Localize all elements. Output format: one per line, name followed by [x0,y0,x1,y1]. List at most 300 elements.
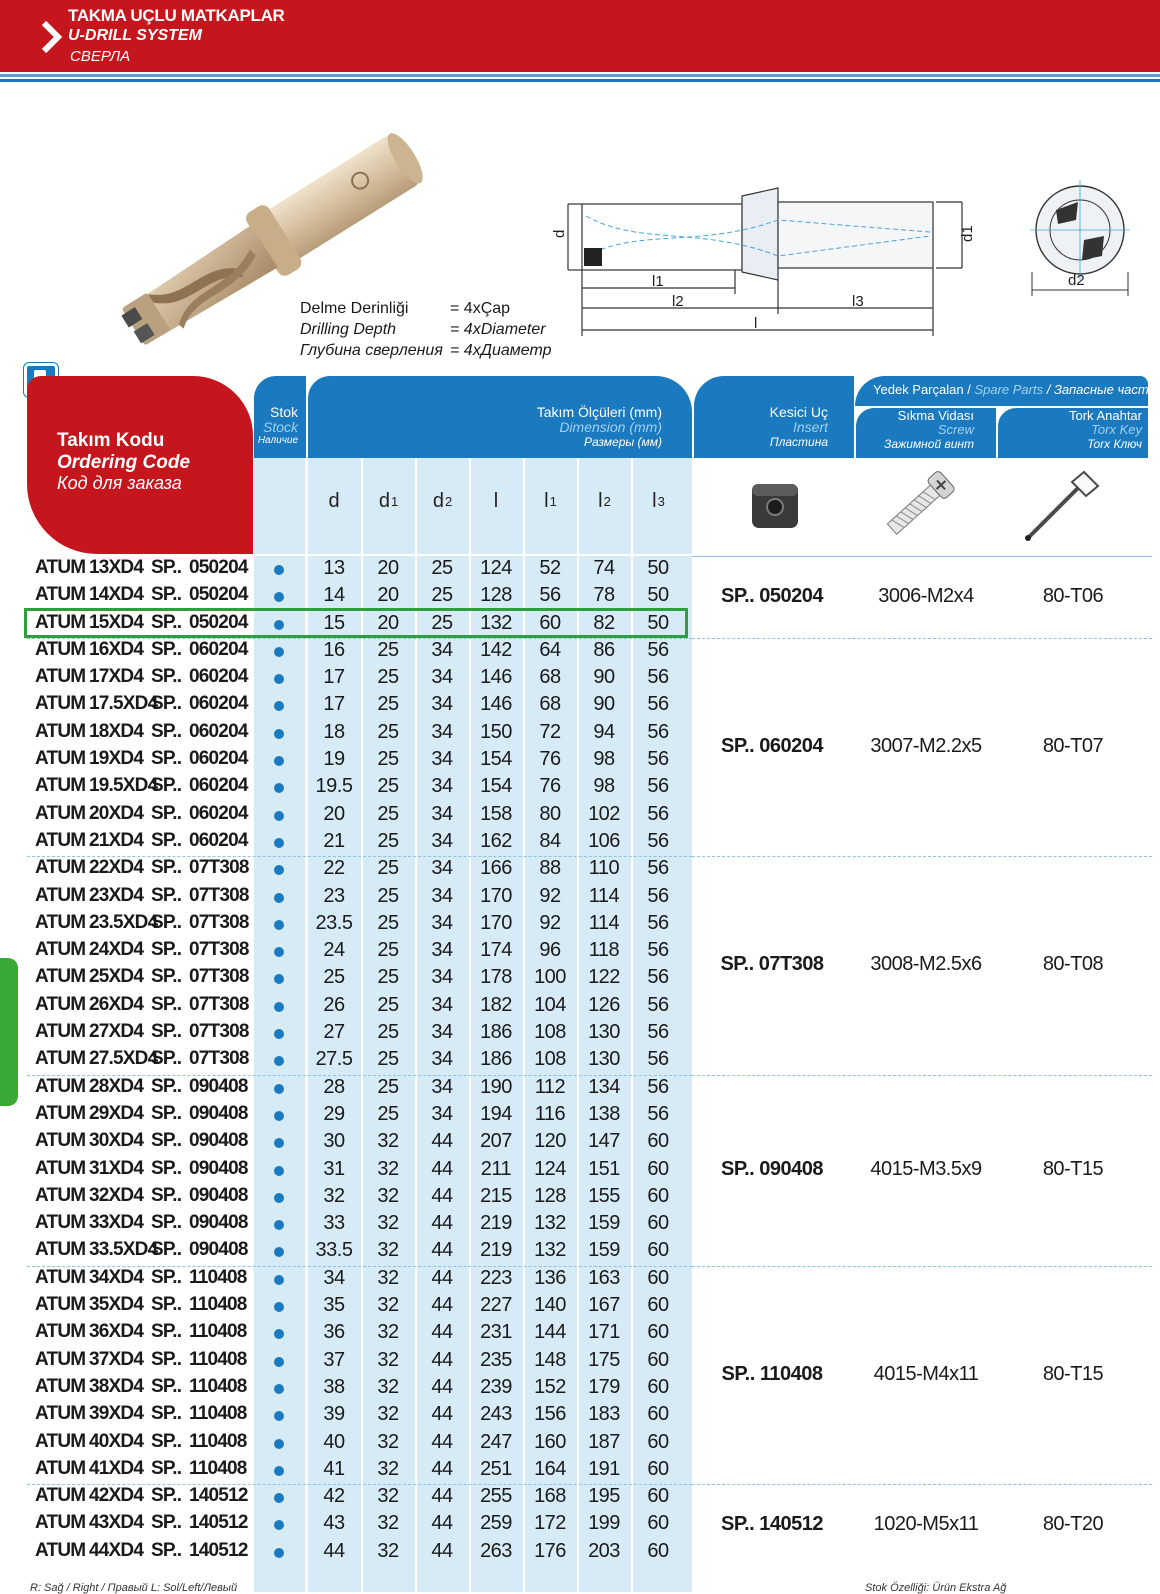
insert-code: SP.. 110408 [721,1362,823,1385]
screw-code: 3007-M2.2x5 [870,735,982,758]
dimension-value-l: 215 [480,1184,512,1207]
ordering-code-part-4: 050204 [189,557,248,578]
dimension-value-l3: 56 [647,966,669,989]
ordering-code-part-2: 25XD4 [89,966,144,988]
ordering-code-part-3: SP.. [151,939,182,961]
ordering-code-part-3: SP.. [151,775,182,797]
ordering-code-part-4: 090408 [189,1239,248,1261]
dimension-value-l3: 60 [647,1403,669,1426]
dimension-value-l: 174 [480,939,512,962]
ordering-code-part-4: 060204 [189,693,248,715]
dimension-value-l2: 114 [588,884,620,907]
ordering-code-part-1: ATUM [35,1403,86,1425]
ordering-code-en: Ordering Code [57,452,191,473]
ordering-code-part-2: 23XD4 [89,884,144,906]
table-row[interactable] [27,911,692,938]
column-header-d1: $d_1$ [378,490,399,512]
table-row[interactable] [27,1184,692,1211]
depth-label-en: Drilling Depth [300,321,397,338]
dimension-value-d: 29 [323,1102,345,1125]
ordering-code-part-2: 37XD4 [89,1348,144,1370]
ordering-code-part-1: ATUM [35,1512,86,1534]
insert-header-ru: Пластина [769,435,828,449]
dimension-value-l: 255 [480,1485,512,1508]
table-row[interactable] [27,1511,692,1538]
table-row[interactable] [27,1457,692,1484]
depth-label-tr: Delme Derinliği [300,300,409,317]
dimension-value-d: 17 [323,693,345,716]
dimension-value-l: 211 [480,1157,512,1180]
ordering-code-part-4: 07T308 [189,993,249,1015]
ordering-code-part-4: 060204 [189,829,248,851]
ordering-code-part-1: ATUM [35,857,86,879]
dimension-value-l3: 56 [647,748,669,771]
dimension-value-d1: 32 [377,1130,399,1153]
ordering-code-part-3: SP.. [151,1157,182,1179]
dimension-value-d2: 44 [431,1403,453,1426]
label-l3: l3 [852,293,864,310]
ordering-code-part-1: ATUM [35,966,86,988]
insert-header [694,376,854,458]
table-row[interactable] [27,1020,692,1047]
stock-dot-icon [274,1357,284,1367]
dimension-value-l1: 76 [539,775,561,798]
ordering-code-part-2: 41XD4 [89,1457,144,1479]
ordering-code-part-2: 35XD4 [89,1294,144,1316]
dimension-value-l3: 60 [647,1294,669,1317]
stock-dot-icon [274,1084,284,1094]
screw-code: 3008-M2.5x6 [870,953,982,976]
table-row[interactable] [27,938,692,965]
screw-code: 4015-M3.5x9 [870,1158,982,1181]
dimension-value-d2: 34 [431,857,453,880]
dimension-value-d: 36 [323,1321,345,1344]
stock-dot-icon [274,1247,284,1257]
side-section-tab [0,958,18,1106]
dimension-value-l3: 60 [647,1239,669,1262]
dimension-value-l1: 68 [539,666,561,689]
insert-code: SP.. 050204 [720,584,823,607]
table-row[interactable] [27,1320,692,1347]
column-header-l1: $l_1$ [544,490,557,512]
table-row[interactable] [27,856,692,883]
dimension-value-l3: 60 [647,1539,669,1562]
table-row[interactable] [27,1402,692,1429]
dimension-value-l1: 164 [534,1457,566,1480]
ordering-code-part-4: 060204 [189,802,248,824]
ordering-code-part-4: 090408 [189,1157,248,1179]
dimension-value-l: 186 [480,1021,512,1044]
ordering-code-part-2: 42XD4 [89,1485,144,1507]
table-row[interactable] [27,1430,692,1457]
ordering-code-part-2: 44XD4 [89,1539,144,1561]
ordering-code-part-4: 110408 [189,1457,247,1479]
ordering-code-part-1: ATUM [35,1212,86,1234]
dimension-value-l1: 92 [539,884,561,907]
dimension-value-l1: 128 [534,1184,566,1207]
dimension-value-l2: 130 [588,1048,620,1071]
dimension-value-l2: 151 [588,1157,620,1180]
group-divider [27,1266,692,1267]
dimension-value-l2: 179 [588,1375,620,1398]
stock-dot-icon [274,1520,284,1530]
dimension-value-d: 16 [323,638,345,661]
dimension-value-d1: 25 [377,939,399,962]
dimension-value-l: 186 [480,1048,512,1071]
ordering-code-part-2: 32XD4 [89,1184,144,1206]
dimension-value-d2: 34 [431,966,453,989]
dimension-value-l3: 56 [647,1075,669,1098]
stock-dot-icon [274,1138,284,1148]
depth-value-tr: = 4xÇap [450,300,511,317]
dimension-value-d: 23.5 [315,911,353,934]
dimension-value-l3: 60 [647,1212,669,1235]
table-row[interactable] [27,774,692,801]
label-l2: l2 [672,293,684,310]
dimension-value-d2: 44 [431,1348,453,1371]
dimension-value-d2: 34 [431,884,453,907]
key-header-tr: Tork Anahtar [1069,408,1142,423]
dimension-value-d2: 34 [431,993,453,1016]
dimension-value-d2: 44 [431,1512,453,1535]
ordering-code-part-2: 33.5XD4 [89,1239,158,1261]
dimension-value-l: 243 [480,1403,512,1426]
table-row[interactable] [27,747,692,774]
table-row[interactable] [27,556,692,583]
dimension-value-l1: 92 [539,911,561,934]
table-row[interactable] [27,692,692,719]
dimension-value-l1: 72 [539,720,561,743]
ordering-code-part-3: SP.. [151,966,182,988]
dimension-value-l1: 132 [534,1212,566,1235]
dimension-value-l: 231 [480,1321,512,1344]
dimension-value-d1: 32 [377,1266,399,1289]
ordering-code-part-1: ATUM [35,993,86,1015]
dimension-value-l: 247 [480,1430,512,1453]
dimension-value-l3: 56 [647,693,669,716]
dimension-value-d2: 34 [431,1048,453,1071]
dimension-value-d2: 44 [431,1239,453,1262]
ordering-code-part-2: 20XD4 [89,802,144,824]
ordering-code-part-1: ATUM [35,720,86,742]
ordering-code-part-2: 39XD4 [89,1403,144,1425]
key-header-ru: Torx Ключ [1087,437,1142,451]
dimension-value-d2: 44 [431,1375,453,1398]
ordering-code-part-3: SP.. [151,1512,182,1534]
insert-code: SP.. 060204 [720,735,823,758]
stock-dot-icon [274,674,284,684]
dimension-value-l2: 78 [593,584,615,607]
dimension-value-d: 35 [323,1294,345,1317]
stock-dot-icon [274,592,284,602]
dimension-value-d1: 32 [377,1485,399,1508]
table-row[interactable] [27,829,692,856]
ordering-code-part-2: 26XD4 [89,993,144,1015]
ordering-code-part-4: 07T308 [189,966,249,988]
dimension-value-d1: 32 [377,1212,399,1235]
ordering-code-part-2: 19XD4 [89,748,144,770]
ordering-code-part-3: SP.. [151,1075,182,1097]
key-header-en: Torx Key [1091,422,1142,437]
ordering-code-part-3: SP.. [151,1348,182,1370]
dimension-value-l3: 56 [647,911,669,934]
depth-value-ru: = 4xДиаметр [450,342,552,359]
dimension-value-l2: 98 [593,775,615,798]
dimension-value-l2: 195 [588,1485,620,1508]
table-row[interactable] [27,1075,692,1102]
dimension-value-l: 194 [480,1102,512,1125]
table-row[interactable] [27,993,692,1020]
ordering-code-part-4: 110408 [189,1430,247,1452]
ordering-code-part-3: SP.. [151,911,182,933]
dimension-value-d1: 25 [377,748,399,771]
dimension-value-l3: 56 [647,1021,669,1044]
table-row[interactable] [27,1102,692,1129]
ordering-code-part-2: 33XD4 [89,1212,144,1234]
dimension-value-l2: 159 [588,1212,620,1235]
stock-dot-icon [274,701,284,711]
ordering-code-part-1: ATUM [35,1457,86,1479]
dimension-value-d2: 34 [431,1102,453,1125]
dimension-value-l1: 140 [534,1294,566,1317]
dimension-value-d: 43 [323,1512,345,1535]
dimension-value-l2: 130 [588,1021,620,1044]
dimension-value-l: 223 [480,1266,512,1289]
dimension-value-d: 33.5 [315,1239,353,1262]
dimension-value-l2: 175 [588,1348,620,1371]
spare-parts-group [692,1266,1152,1484]
dimension-value-l: 166 [480,857,512,880]
ordering-code-part-2: 30XD4 [89,1130,144,1152]
dimension-value-l3: 60 [647,1348,669,1371]
dimension-value-l1: 124 [534,1157,566,1180]
technical-drawing [540,176,980,346]
dimension-value-d1: 25 [377,829,399,852]
stock-dot-icon [274,1166,284,1176]
ordering-code-part-4: 07T308 [189,939,249,961]
table-row[interactable] [27,583,692,610]
table-row[interactable] [27,1484,692,1511]
ordering-code-part-4: 140512 [189,1539,248,1561]
ordering-code-part-2: 15XD4 [89,611,144,633]
dimension-value-l1: 80 [539,802,561,825]
table-row[interactable] [27,1047,692,1074]
spare-parts-group [692,1075,1152,1266]
dimension-value-l3: 56 [647,802,669,825]
dimension-value-d2: 34 [431,829,453,852]
ordering-code-part-3: SP.. [151,693,182,715]
table-row[interactable] [27,802,692,829]
stock-dot-icon [274,565,284,575]
dimension-value-d: 32 [323,1184,345,1207]
ordering-code-part-4: 060204 [189,748,248,770]
spare-parts-group [692,856,1152,1074]
dimension-value-l1: 108 [534,1048,566,1071]
title-turkish: TAKMA UÇLU MATKAPLAR [68,6,285,25]
ordering-code-part-2: 23.5XD4 [89,911,158,933]
ordering-code-part-2: 21XD4 [89,829,144,851]
dimension-header-tr: Takım Ölçüleri (mm) [536,404,662,420]
dimension-value-l2: 82 [593,611,615,634]
group-divider [27,1075,692,1076]
ordering-code-part-1: ATUM [35,1266,86,1288]
dimension-value-l: 170 [480,911,512,934]
dimension-value-d1: 25 [377,775,399,798]
dimension-value-l2: 86 [593,638,615,661]
torx-key-header [998,408,1148,458]
ordering-code-part-3: SP.. [151,1048,182,1070]
table-row[interactable] [27,1129,692,1156]
ordering-code-part-1: ATUM [35,939,86,961]
stock-dot-icon [274,1220,284,1230]
dimension-value-l1: 172 [534,1512,566,1535]
footer-legend: R: Sağ / Right / Правый L: Sol/Left/Левый [30,1582,238,1594]
ordering-code-part-1: ATUM [35,884,86,906]
dimension-value-d2: 44 [431,1266,453,1289]
drilling-depth-note [300,298,551,361]
table-row[interactable] [27,638,692,665]
ordering-code-part-4: 140512 [189,1512,248,1534]
table-row[interactable] [27,1293,692,1320]
header-divider [0,74,1160,77]
spare-parts-en: Spare Parts [974,382,1044,397]
stock-header-ru: Наличие [257,435,298,446]
dimension-value-d: 19 [323,748,345,771]
ordering-code-part-3: SP.. [151,638,182,660]
dimension-value-l1: 64 [539,638,561,661]
dimension-value-l3: 56 [647,1102,669,1125]
dimension-value-d1: 25 [377,1021,399,1044]
screw-code: 4015-M4x11 [873,1362,979,1385]
torx-key-image [1020,468,1100,546]
dimension-value-l2: 159 [588,1239,620,1262]
dimension-value-d1: 32 [377,1512,399,1535]
dimension-value-d2: 34 [431,1021,453,1044]
ordering-code-part-2: 28XD4 [89,1075,144,1097]
ordering-code-part-3: SP.. [151,748,182,770]
dimension-value-l1: 52 [539,557,561,579]
dimension-value-l: 146 [480,666,512,689]
dimension-value-l1: 136 [534,1266,566,1289]
dimension-value-l1: 168 [534,1485,566,1508]
stock-header-tr: Stok [269,404,298,420]
ordering-code-part-4: 07T308 [189,1048,249,1070]
dimension-value-d2: 44 [431,1430,453,1453]
label-l1: l1 [652,273,664,290]
ordering-code-part-3: SP.. [151,1539,182,1561]
table-row[interactable] [27,1238,692,1265]
dimension-value-l3: 56 [647,666,669,689]
end-view-drawing [1030,180,1134,320]
stock-dot-icon [274,1111,284,1121]
ordering-code-part-3: SP.. [151,1294,182,1316]
dimension-value-d1: 20 [377,584,399,607]
torx-key-code: 80-T06 [1042,584,1104,607]
ordering-code-part-1: ATUM [35,802,86,824]
column-header-d: d [328,490,340,512]
stock-dot-icon [274,783,284,793]
table-row[interactable] [27,665,692,692]
dimension-value-d2: 34 [431,720,453,743]
dimension-value-d1: 25 [377,720,399,743]
ordering-code-part-4: 07T308 [189,857,249,879]
dimension-value-l2: 167 [588,1294,620,1317]
ordering-code-part-1: ATUM [35,611,86,633]
dimension-value-d1: 25 [377,884,399,907]
dimension-value-l1: 116 [534,1102,566,1125]
dimension-value-l2: 110 [588,857,620,880]
ordering-code-part-1: ATUM [35,775,86,797]
dimension-value-l2: 191 [588,1457,620,1480]
spare-parts-tr: Yedek Parçalan / [873,382,971,397]
dimension-value-l1: 152 [534,1375,566,1398]
ordering-code-part-2: 36XD4 [89,1321,144,1343]
dimension-header [308,376,692,458]
dimension-value-d1: 25 [377,1102,399,1125]
table-row[interactable] [27,884,692,911]
dimension-value-l: 158 [480,802,512,825]
stock-dot-icon [274,920,284,930]
table-row[interactable] [27,1348,692,1375]
table-row[interactable] [27,1211,692,1238]
dimension-value-l1: 88 [539,857,561,880]
table-row[interactable] [27,965,692,992]
dimension-value-d: 18 [323,720,345,743]
dimension-value-d: 14 [323,584,345,607]
dimension-value-d: 22 [323,857,345,880]
ordering-code-part-2: 27.5XD4 [89,1048,158,1070]
screw-header-tr: Sıkma Vidası [897,408,974,423]
dimension-value-l: 235 [480,1348,512,1371]
table-row[interactable] [27,1157,692,1184]
dimension-value-l1: 112 [534,1075,566,1098]
ordering-code-part-3: SP.. [151,1212,182,1234]
insert-header-en: Insert [792,419,828,435]
dimension-value-l2: 74 [593,557,615,579]
dimension-value-d1: 32 [377,1184,399,1207]
dimension-value-d: 21 [323,829,345,852]
dimension-value-d: 34 [323,1266,345,1289]
dimension-value-d2: 25 [431,584,453,607]
dimension-value-l: 162 [480,829,512,852]
dimension-value-d2: 44 [431,1184,453,1207]
ordering-code-part-1: ATUM [35,1485,86,1507]
table-row[interactable] [27,1375,692,1402]
dimension-value-l2: 102 [588,802,620,825]
ordering-code-part-1: ATUM [35,638,86,660]
dimension-value-d2: 44 [431,1157,453,1180]
dimension-value-d1: 32 [377,1321,399,1344]
dimension-value-l: 251 [480,1457,512,1480]
stock-dot-icon [274,1384,284,1394]
stock-dot-icon [274,893,284,903]
dimension-value-l: 207 [480,1130,512,1153]
ordering-code-part-4: 110408 [189,1266,247,1288]
stock-dot-icon [274,1302,284,1312]
table-row[interactable] [27,1539,692,1566]
table-row[interactable] [27,720,692,747]
dimension-value-l3: 50 [647,557,669,579]
table-row[interactable] [27,1266,692,1293]
dimension-value-d: 44 [323,1539,345,1562]
spare-parts-ru: / Запасные части [1046,382,1156,397]
stock-dot-icon [274,1439,284,1449]
column-header-d2: $d_2$ [432,490,453,512]
ordering-code-part-1: ATUM [35,1184,86,1206]
dimension-value-d2: 34 [431,802,453,825]
dimension-value-l1: 144 [534,1321,566,1344]
dimension-value-d: 26 [323,993,345,1016]
